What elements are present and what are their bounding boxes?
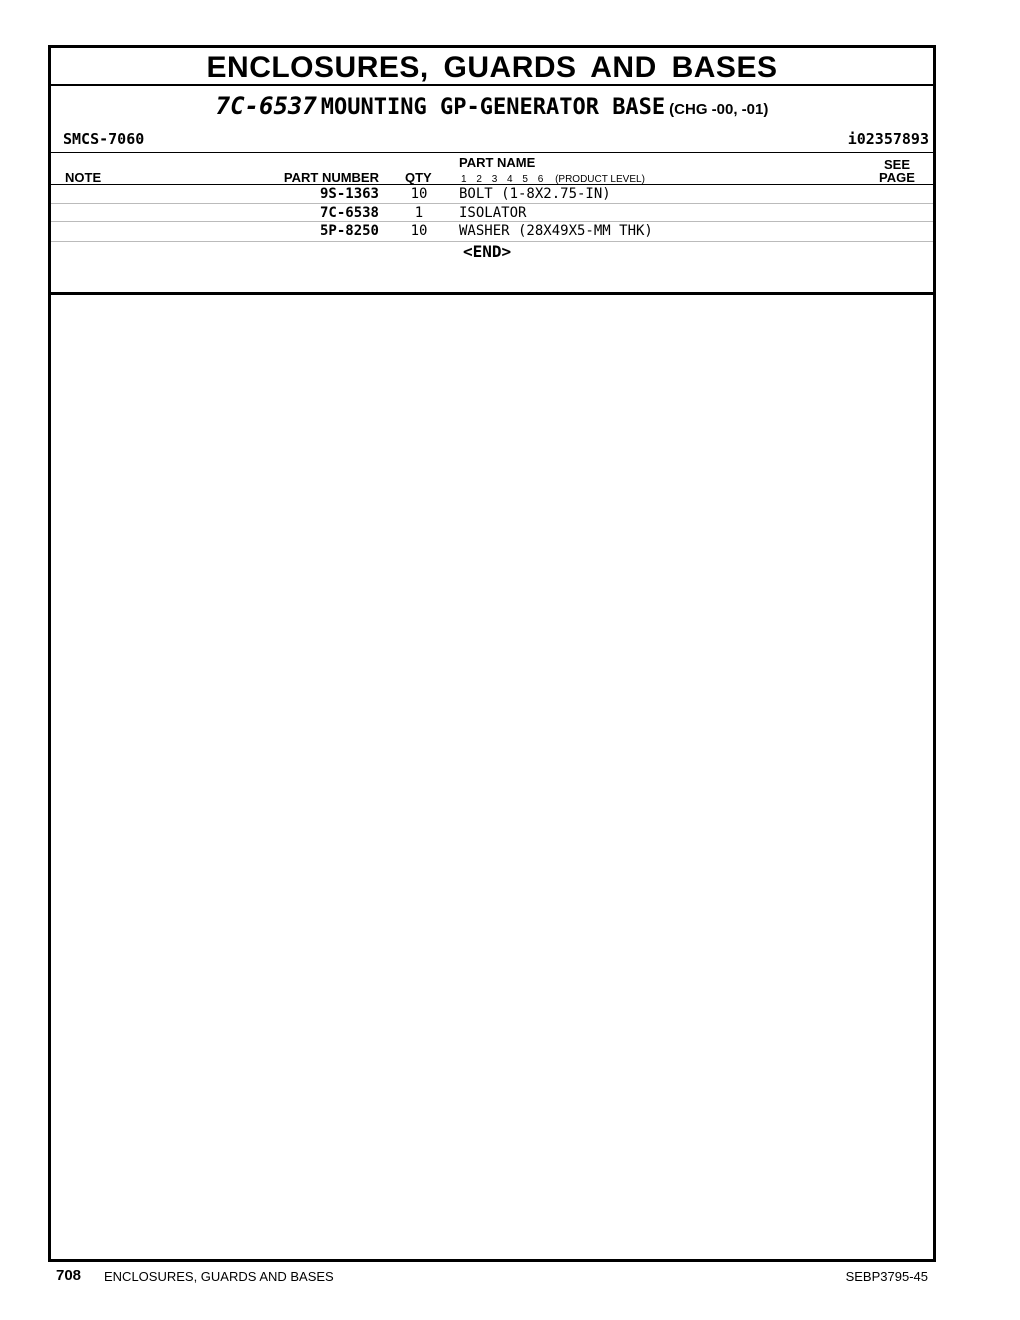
smcs-code: SMCS-7060: [63, 130, 145, 148]
level-5: 5: [522, 174, 528, 185]
illustration-id: i02357893: [847, 130, 929, 148]
part-number: 5P-8250: [319, 223, 379, 239]
part-name: ISOLATOR: [459, 205, 527, 221]
footer-doc-number: SEBP3795-45: [845, 1269, 928, 1284]
part-qty: 1: [414, 205, 424, 221]
table-row: [51, 203, 933, 223]
header-qty: QTY: [405, 170, 432, 185]
parts-page-frame: [48, 45, 936, 1262]
section-title: ENCLOSURES, GUARDS AND BASES: [51, 48, 933, 86]
group-name: MOUNTING GP-GENERATOR BASE: [320, 95, 666, 120]
footer-title: ENCLOSURES, GUARDS AND BASES: [104, 1269, 334, 1284]
header-page: PAGE: [879, 170, 915, 185]
part-number: 7C-6538: [319, 205, 379, 221]
part-name: WASHER (28X49X5-MM THK): [459, 223, 653, 239]
level-3: 3: [491, 174, 498, 185]
footer-page-number: 708: [56, 1267, 82, 1284]
group-title: [51, 92, 933, 124]
part-number: 9S-1363: [319, 186, 379, 202]
level-2: 2: [476, 174, 482, 185]
header-rule: [51, 152, 933, 153]
product-level-label: (PRODUCT LEVEL): [555, 174, 645, 185]
part-qty: 10: [410, 223, 428, 239]
header-part-number: PART NUMBER: [283, 170, 379, 185]
level-4: 4: [507, 174, 513, 185]
group-change-level: (CHG -00, -01): [669, 101, 769, 118]
table-row: [51, 184, 933, 204]
table-row: [51, 221, 933, 242]
header-part-name: PART NAME: [459, 155, 536, 170]
end-marker: <END>: [463, 242, 512, 261]
level-6: 6: [537, 174, 544, 185]
part-name: BOLT (1-8X2.75-IN): [459, 186, 611, 202]
header-note: NOTE: [65, 170, 102, 185]
block-end-rule: [51, 292, 933, 295]
group-number: 7C-6537: [215, 92, 317, 120]
header-see: SEE: [884, 157, 911, 172]
level-1: 1: [461, 174, 467, 185]
part-qty: 10: [410, 186, 428, 202]
